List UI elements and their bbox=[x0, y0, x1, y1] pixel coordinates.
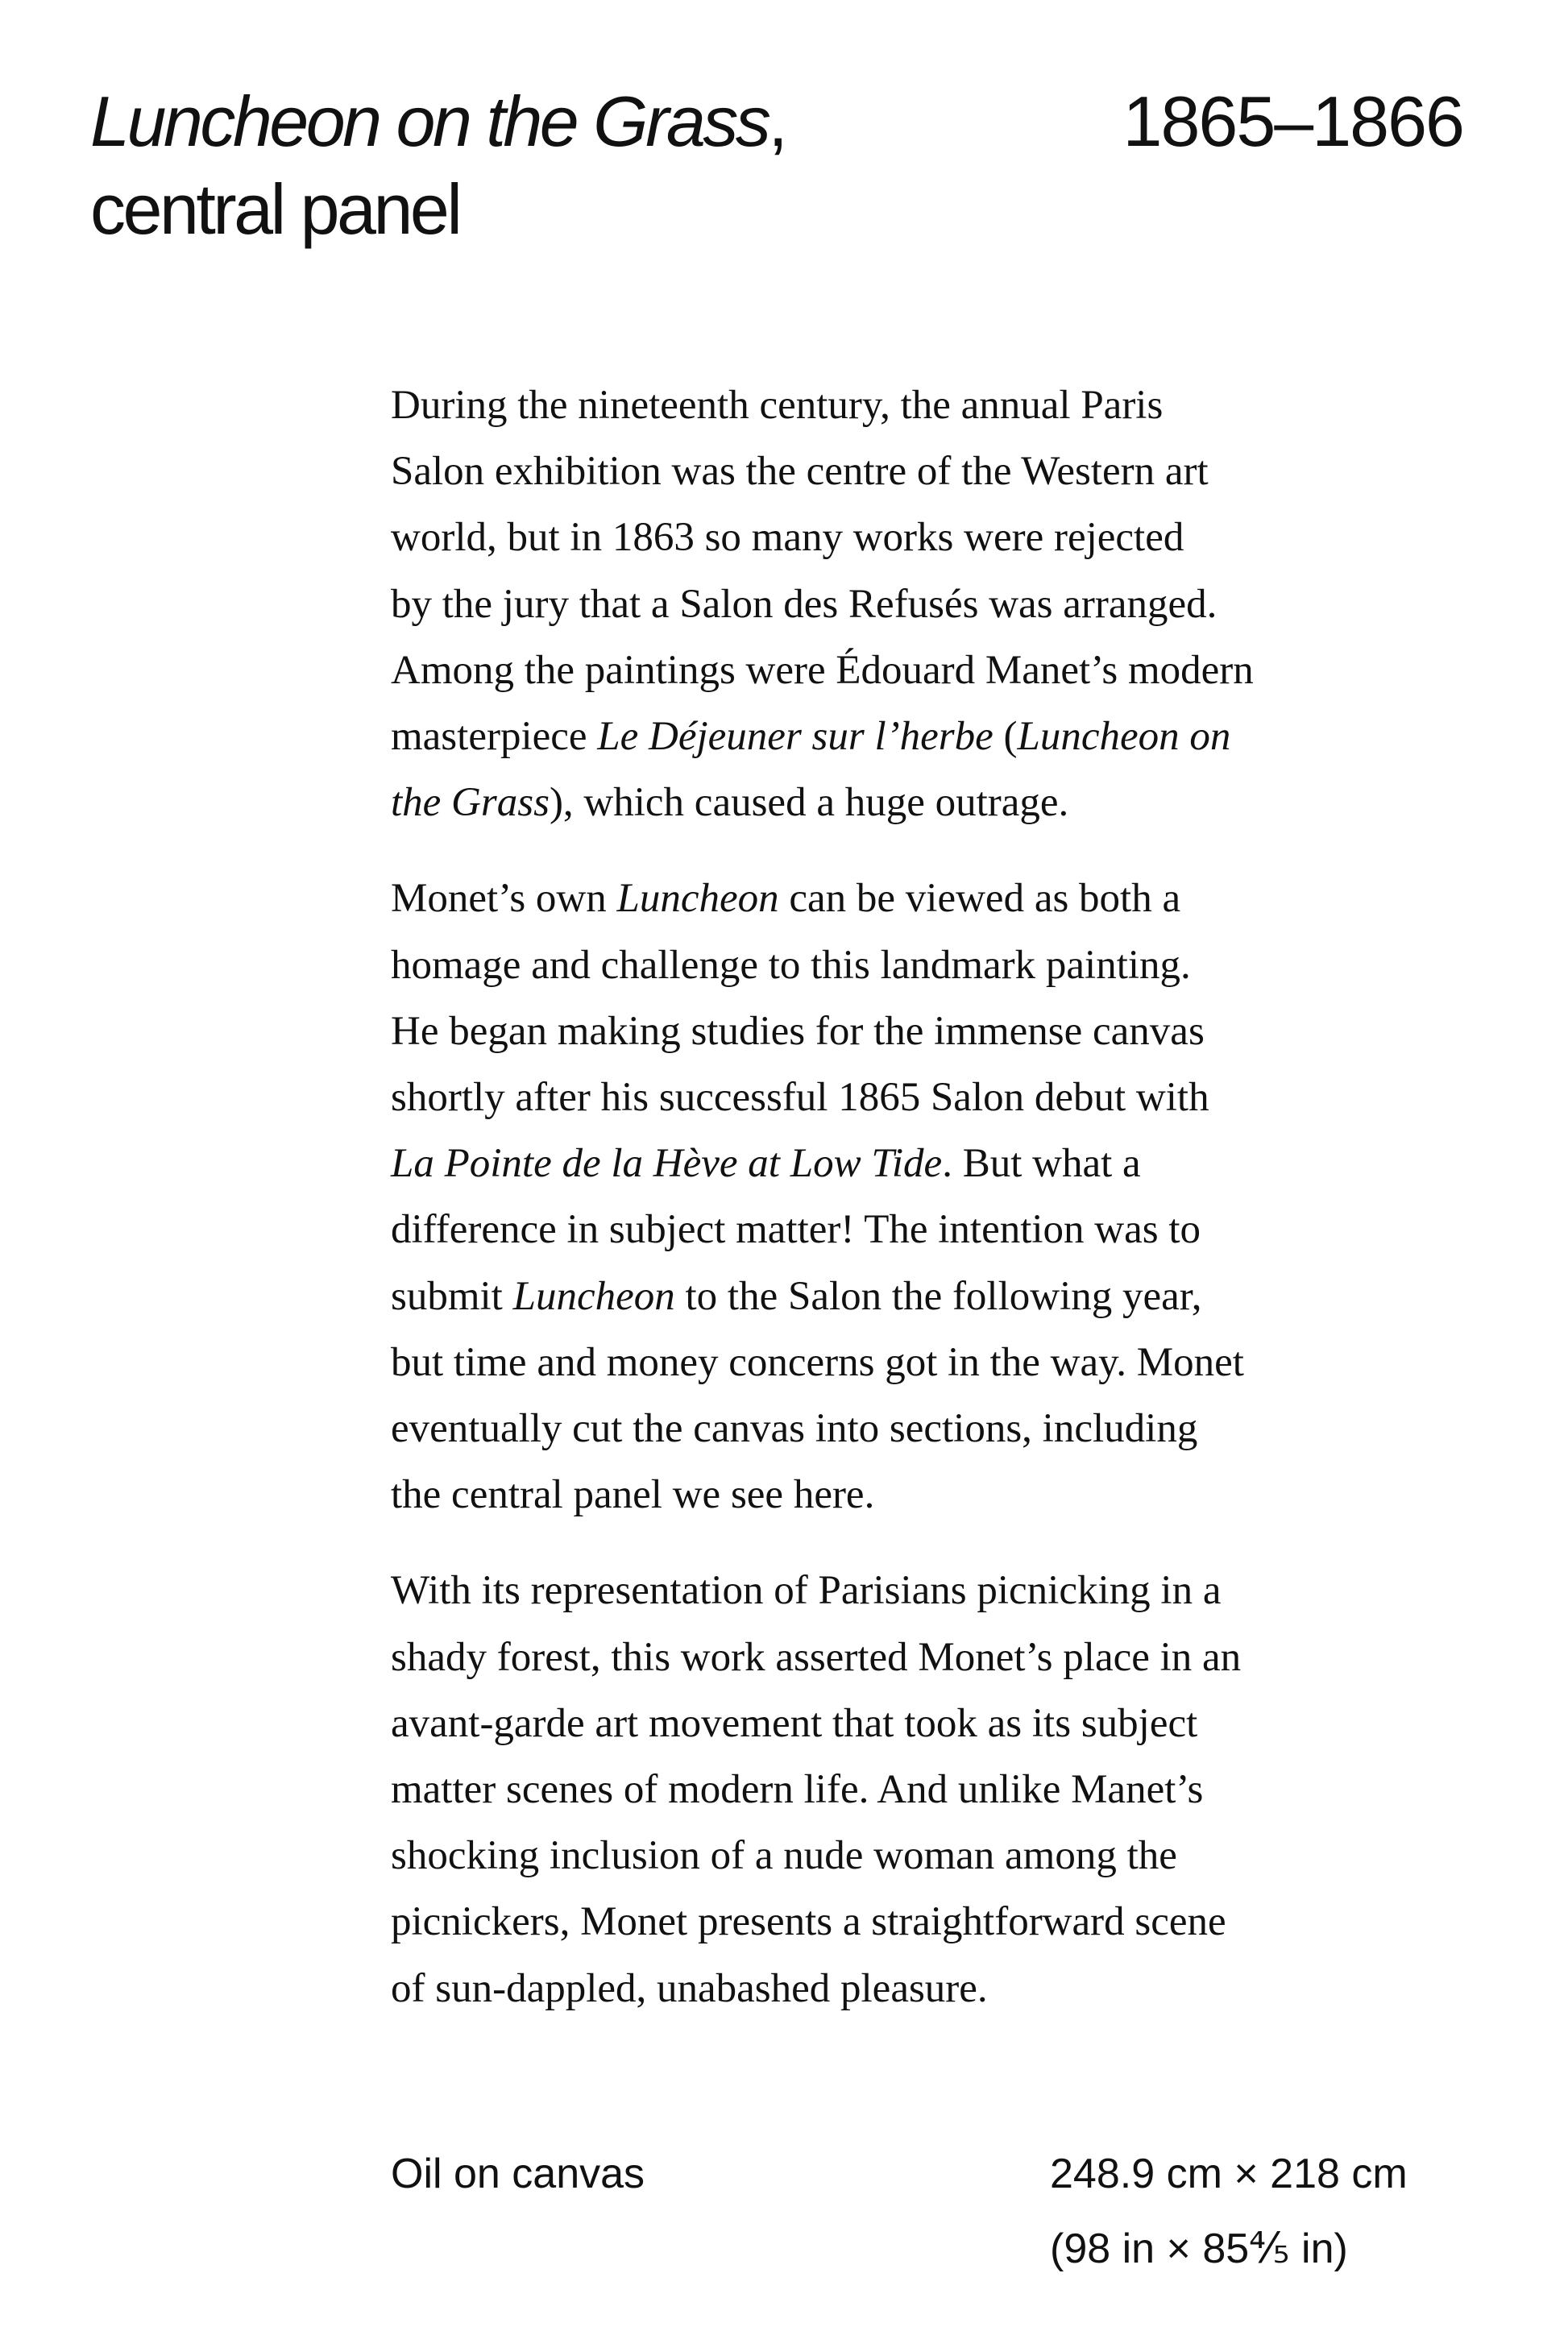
text-segment: submit bbox=[391, 1273, 513, 1319]
text-segment: shocking inclusion of a nude woman among the bbox=[391, 1833, 1177, 1879]
text-line bbox=[391, 1757, 1519, 1823]
text-segment: eventually cut the canvas into sections, including bbox=[391, 1406, 1198, 1452]
text-line bbox=[391, 504, 1519, 570]
text-segment: world, but in 1863 so many works were rejected bbox=[391, 515, 1184, 561]
text-line bbox=[391, 1889, 1519, 1955]
italic-title-text: Luncheon bbox=[616, 876, 779, 922]
text-line bbox=[391, 1197, 1519, 1263]
artwork-title-subtitle: central panel bbox=[90, 169, 460, 249]
italic-title-text: La Pointe de la Hève at Low Tide bbox=[391, 1141, 943, 1187]
text-line bbox=[391, 1396, 1519, 1462]
text-segment: He began making studies for the immense canvas bbox=[391, 1008, 1205, 1054]
text-line bbox=[391, 998, 1519, 1064]
text-line bbox=[391, 571, 1519, 637]
text-line bbox=[391, 932, 1519, 998]
text-segment: masterpiece bbox=[391, 714, 598, 760]
text-segment: ), which caused a huge outrage. bbox=[549, 780, 1069, 826]
italic-title-text: Luncheon on bbox=[1017, 714, 1231, 760]
text-segment: but time and money concerns got in the way. Monet bbox=[391, 1339, 1244, 1385]
text-segment: difference in subject matter! The intention was to bbox=[391, 1207, 1201, 1253]
text-segment: shortly after his successful 1865 Salon debut with bbox=[391, 1075, 1209, 1121]
text-line bbox=[391, 1690, 1519, 1757]
text-line bbox=[391, 865, 1519, 931]
text-segment: by the jury that a Salon des Refusés was arranged. bbox=[391, 581, 1217, 627]
artwork-medium: Oil on canvas bbox=[391, 2151, 645, 2197]
dimensions-metric: 248.9 cm × 218 cm bbox=[1050, 2151, 1408, 2197]
text-line bbox=[391, 703, 1519, 769]
text-segment: shady forest, this work asserted Monet’s place in an bbox=[391, 1634, 1242, 1680]
artwork-date: 1865–1866 bbox=[1122, 81, 1463, 161]
italic-title-text: the Grass bbox=[391, 780, 550, 826]
italic-title-text: Le Déjeuner sur l’herbe bbox=[597, 714, 993, 760]
description-paragraph bbox=[391, 372, 1519, 836]
text-line bbox=[391, 637, 1519, 703]
text-line bbox=[391, 1823, 1519, 1889]
text-segment: picnickers, Monet presents a straightforward scene bbox=[391, 1899, 1226, 1945]
text-segment: avant-garde art movement that took as its subject bbox=[391, 1700, 1198, 1746]
text-line bbox=[391, 1130, 1519, 1197]
artwork-title-comma: , bbox=[768, 81, 786, 161]
text-line bbox=[391, 1558, 1519, 1624]
text-segment: Salon exhibition was the centre of the Western art bbox=[391, 449, 1209, 495]
description-paragraph bbox=[391, 1558, 1519, 2021]
text-segment: of sun-dappled, unabashed pleasure. bbox=[391, 1965, 988, 2011]
text-segment: . But what a bbox=[942, 1141, 1141, 1187]
text-segment: to the Salon the following year, bbox=[674, 1273, 1202, 1319]
text-line bbox=[391, 1462, 1519, 1528]
artwork-title bbox=[90, 77, 896, 253]
dimensions-imperial: (98 in × 85⅘ in) bbox=[1050, 2225, 1348, 2272]
text-segment: Among the paintings were Édouard Manet’s modern bbox=[391, 647, 1254, 693]
text-line bbox=[391, 1263, 1519, 1329]
text-segment: During the nineteenth century, the annual Paris bbox=[391, 383, 1164, 428]
text-segment: can be viewed as both a bbox=[778, 876, 1181, 922]
text-line bbox=[391, 1956, 1519, 2022]
artwork-dimensions bbox=[1050, 2137, 1408, 2287]
text-segment: the central panel we see here. bbox=[391, 1472, 875, 1518]
text-line bbox=[391, 372, 1519, 438]
text-segment: matter scenes of modern life. And unlike Manet’s bbox=[391, 1767, 1204, 1813]
text-line bbox=[391, 1064, 1519, 1130]
text-segment: Monet’s own bbox=[391, 876, 617, 922]
text-line bbox=[391, 438, 1519, 504]
text-segment: ( bbox=[993, 714, 1018, 760]
text-line bbox=[391, 1624, 1519, 1690]
artwork-title-italic: Luncheon on the Grass bbox=[90, 81, 769, 161]
text-line bbox=[391, 1329, 1519, 1396]
italic-title-text: Luncheon bbox=[512, 1273, 675, 1319]
description-body bbox=[391, 372, 1519, 2051]
text-segment: homage and challenge to this landmark painting. bbox=[391, 942, 1191, 988]
description-paragraph bbox=[391, 865, 1519, 1528]
text-segment: With its representation of Parisians picnicking in a bbox=[391, 1568, 1222, 1614]
text-line bbox=[391, 769, 1519, 836]
